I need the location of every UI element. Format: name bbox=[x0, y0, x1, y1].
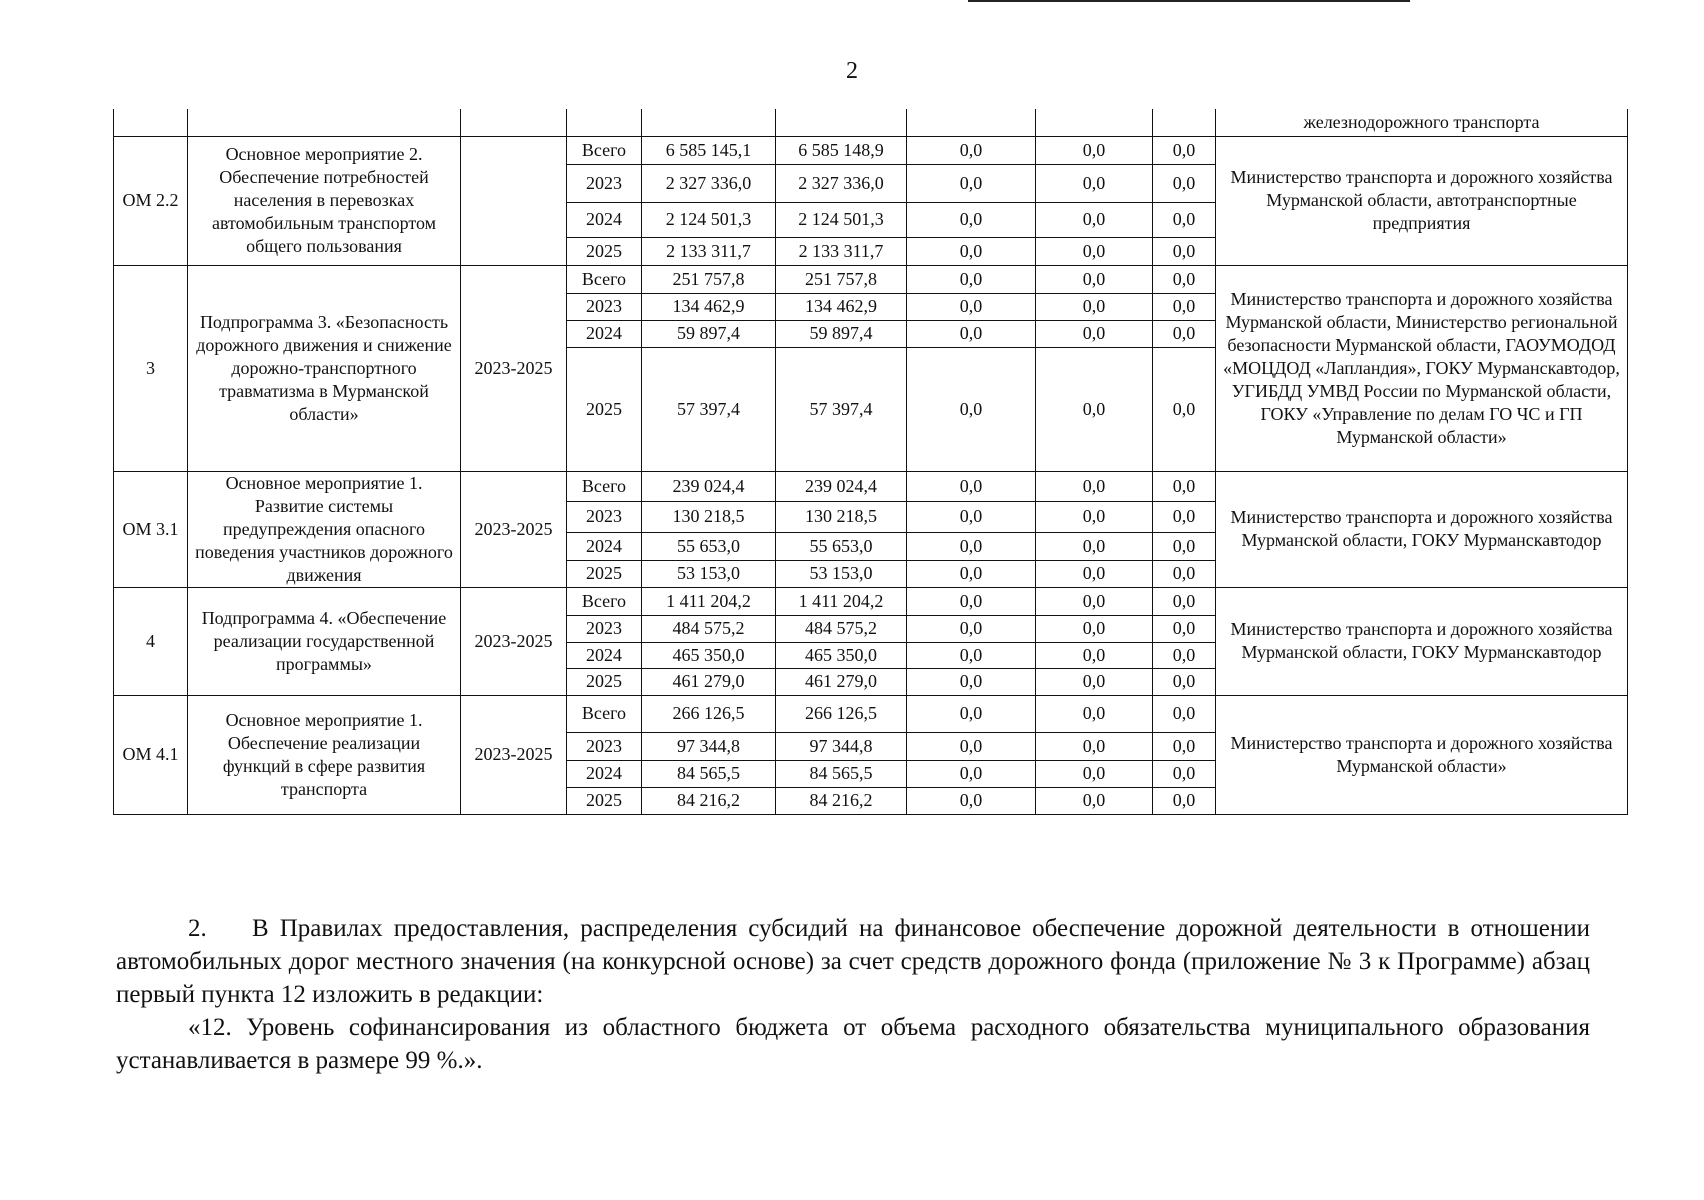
regional-budget-cell: 1 411 204,2 bbox=[776, 587, 907, 615]
page-number: 2 bbox=[846, 58, 858, 84]
year-cell: 2025 bbox=[567, 668, 642, 695]
regional-budget-cell: 134 462,9 bbox=[776, 293, 907, 320]
local-budget-cell: 0,0 bbox=[1036, 587, 1153, 615]
table-row bbox=[114, 587, 1628, 615]
section-period-cell: 2023-2025 bbox=[461, 695, 567, 814]
federal-budget-cell: 0,0 bbox=[907, 561, 1036, 587]
section-title-cell: Основное мероприятие 1. Обеспечение реализации функций в сфере развития транспорта bbox=[188, 695, 461, 814]
local-budget-cell: 0,0 bbox=[1036, 787, 1153, 814]
federal-budget-cell: 0,0 bbox=[907, 501, 1036, 532]
other-sources-cell: 0,0 bbox=[1153, 695, 1216, 732]
other-sources-cell: 0,0 bbox=[1153, 237, 1216, 265]
section-title-cell: Основное мероприятие 2. Обеспечение потребностей населения в перевозках автомобильным транспортом общего пользования bbox=[188, 136, 461, 265]
section-code-cell: ОМ 3.1 bbox=[114, 471, 188, 587]
other-sources-cell: 0,0 bbox=[1153, 615, 1216, 642]
regional-budget-cell: 6 585 148,9 bbox=[776, 136, 907, 164]
regional-budget-cell: 239 024,4 bbox=[776, 471, 907, 501]
federal-budget-cell: 0,0 bbox=[907, 265, 1036, 293]
other-sources-cell: 0,0 bbox=[1153, 668, 1216, 695]
executors-cell: Министерство транспорта и дорожного хозяйства Мурманской области, автотранспортные предприятия bbox=[1216, 136, 1628, 265]
regional-budget-cell: 2 124 501,3 bbox=[776, 202, 907, 237]
regional-budget-cell: 55 653,0 bbox=[776, 533, 907, 561]
other-sources-cell: 0,0 bbox=[1153, 347, 1216, 471]
section-code-cell: 3 bbox=[114, 265, 188, 471]
local-budget-cell: 0,0 bbox=[1036, 202, 1153, 237]
amendment-paragraph-2: «12. Уровень софинансирования из областного бюджета от объема расходного обязательства муниципального образования устанавливается в размере 99 %.». bbox=[116, 1014, 1590, 1074]
table-row bbox=[114, 471, 1628, 501]
regional-budget-cell: 57 397,4 bbox=[776, 347, 907, 471]
section-period-cell: 2023-2025 bbox=[461, 265, 567, 471]
regional-budget-cell: 84 216,2 bbox=[776, 787, 907, 814]
federal-budget-cell: 0,0 bbox=[907, 642, 1036, 668]
other-sources-cell: 0,0 bbox=[1153, 293, 1216, 320]
federal-budget-cell: 0,0 bbox=[907, 533, 1036, 561]
other-sources-cell: 0,0 bbox=[1153, 320, 1216, 347]
year-cell: 2024 bbox=[567, 533, 642, 561]
local-budget-cell: 0,0 bbox=[1036, 320, 1153, 347]
executors-cell: Министерство транспорта и дорожного хозяйства Мурманской области, ГОКУ Мурманскавтодор bbox=[1216, 587, 1628, 695]
federal-budget-cell: 0,0 bbox=[907, 732, 1036, 760]
local-budget-cell: 0,0 bbox=[1036, 265, 1153, 293]
section-code-cell: 4 bbox=[114, 587, 188, 695]
other-sources-cell: 0,0 bbox=[1153, 642, 1216, 668]
table-row bbox=[114, 695, 1628, 732]
total-cell: 266 126,5 bbox=[642, 695, 776, 732]
regional-budget-cell: 59 897,4 bbox=[776, 320, 907, 347]
local-budget-cell: 0,0 bbox=[1036, 136, 1153, 164]
year-cell: Всего bbox=[567, 265, 642, 293]
total-cell: 1 411 204,2 bbox=[642, 587, 776, 615]
year-cell: Всего bbox=[567, 471, 642, 501]
year-cell: 2025 bbox=[567, 561, 642, 587]
table-row bbox=[114, 265, 1628, 293]
federal-budget-cell: 0,0 bbox=[907, 136, 1036, 164]
regional-budget-cell: 2 327 336,0 bbox=[776, 164, 907, 202]
section-title-cell: Подпрограмма 4. «Обеспечение реализации государственной программы» bbox=[188, 587, 461, 695]
total-cell: 57 397,4 bbox=[642, 347, 776, 471]
local-budget-cell: 0,0 bbox=[1036, 471, 1153, 501]
regional-budget-cell: 465 350,0 bbox=[776, 642, 907, 668]
local-budget-cell: 0,0 bbox=[1036, 561, 1153, 587]
other-sources-cell: 0,0 bbox=[1153, 533, 1216, 561]
amendment-paragraph-1 bbox=[116, 912, 1590, 1011]
federal-budget-cell: 0,0 bbox=[907, 668, 1036, 695]
regional-budget-cell: 97 344,8 bbox=[776, 732, 907, 760]
executors-cell: Министерство транспорта и дорожного хозяйства Мурманской области, ГОКУ Мурманскавтодор bbox=[1216, 471, 1628, 587]
regional-budget-cell: 251 757,8 bbox=[776, 265, 907, 293]
section-title-cell: Подпрограмма 3. «Безопасность дорожного движения и снижение дорожно-транспортного травматизма в Мурманской области» bbox=[188, 265, 461, 471]
total-cell: 239 024,4 bbox=[642, 471, 776, 501]
federal-budget-cell: 0,0 bbox=[907, 237, 1036, 265]
local-budget-cell: 0,0 bbox=[1036, 237, 1153, 265]
regional-budget-cell: 84 565,5 bbox=[776, 760, 907, 787]
section-title-cell: Основное мероприятие 1. Развитие системы предупреждения опасного поведения участников дорожного движения bbox=[188, 471, 461, 587]
year-cell: 2023 bbox=[567, 615, 642, 642]
other-sources-cell: 0,0 bbox=[1153, 787, 1216, 814]
regional-budget-cell: 461 279,0 bbox=[776, 668, 907, 695]
other-sources-cell: 0,0 bbox=[1153, 501, 1216, 532]
federal-budget-cell: 0,0 bbox=[907, 695, 1036, 732]
local-budget-cell: 0,0 bbox=[1036, 642, 1153, 668]
federal-budget-cell: 0,0 bbox=[907, 202, 1036, 237]
regional-budget-cell: 53 153,0 bbox=[776, 561, 907, 587]
federal-budget-cell: 0,0 bbox=[907, 164, 1036, 202]
executors-cell: железнодорожного транспорта bbox=[1216, 109, 1628, 136]
item-number: 2. bbox=[188, 915, 207, 942]
total-cell: 53 153,0 bbox=[642, 561, 776, 587]
top-rule bbox=[968, 0, 1410, 2]
local-budget-cell: 0,0 bbox=[1036, 164, 1153, 202]
federal-budget-cell: 0,0 bbox=[907, 320, 1036, 347]
other-sources-cell: 0,0 bbox=[1153, 265, 1216, 293]
local-budget-cell: 0,0 bbox=[1036, 347, 1153, 471]
year-cell: 2025 bbox=[567, 237, 642, 265]
funding-table bbox=[113, 109, 1628, 815]
continuation-row bbox=[114, 109, 1628, 136]
section-code-cell: ОМ 4.1 bbox=[114, 695, 188, 814]
total-cell: 84 216,2 bbox=[642, 787, 776, 814]
year-cell: Всего bbox=[567, 136, 642, 164]
executors-cell: Министерство транспорта и дорожного хозяйства Мурманской области, Министерство региональной безопасности Мурманской области, ГАОУМОДОД «МОЦДОД «Лапландия», ГОКУ Мурманскавтодор, УГИБДД УМВД России по Мурманской области, ГОКУ «Управление по делам ГО ЧС и ГП Мурманской области» bbox=[1216, 265, 1628, 471]
total-cell: 84 565,5 bbox=[642, 760, 776, 787]
other-sources-cell: 0,0 bbox=[1153, 471, 1216, 501]
federal-budget-cell: 0,0 bbox=[907, 760, 1036, 787]
local-budget-cell: 0,0 bbox=[1036, 615, 1153, 642]
year-cell: 2024 bbox=[567, 320, 642, 347]
year-cell: 2023 bbox=[567, 732, 642, 760]
federal-budget-cell: 0,0 bbox=[907, 787, 1036, 814]
local-budget-cell: 0,0 bbox=[1036, 695, 1153, 732]
total-cell: 130 218,5 bbox=[642, 501, 776, 532]
total-cell: 6 585 145,1 bbox=[642, 136, 776, 164]
federal-budget-cell: 0,0 bbox=[907, 615, 1036, 642]
total-cell: 2 133 311,7 bbox=[642, 237, 776, 265]
section-period-cell: 2023-2025 bbox=[461, 471, 567, 587]
federal-budget-cell: 0,0 bbox=[907, 587, 1036, 615]
local-budget-cell: 0,0 bbox=[1036, 732, 1153, 760]
year-cell: Всего bbox=[567, 695, 642, 732]
year-cell: 2024 bbox=[567, 202, 642, 237]
total-cell: 59 897,4 bbox=[642, 320, 776, 347]
regional-budget-cell: 2 133 311,7 bbox=[776, 237, 907, 265]
paragraph-text: В Правилах предоставления, распределения субсидий на финансовое обеспечение дорожной деятельности в отношении автомобильных дорог местного значения (на конкурсной основе) за счет средств дорожного фонда (приложение № 3 к Программе) абзац первый пункта 12 изложить в редакции: bbox=[116, 915, 1590, 1008]
regional-budget-cell: 484 575,2 bbox=[776, 615, 907, 642]
other-sources-cell: 0,0 bbox=[1153, 561, 1216, 587]
other-sources-cell: 0,0 bbox=[1153, 202, 1216, 237]
year-cell: 2025 bbox=[567, 787, 642, 814]
other-sources-cell: 0,0 bbox=[1153, 164, 1216, 202]
year-cell: 2024 bbox=[567, 760, 642, 787]
section-period-cell bbox=[461, 136, 567, 265]
regional-budget-cell: 130 218,5 bbox=[776, 501, 907, 532]
other-sources-cell: 0,0 bbox=[1153, 587, 1216, 615]
total-cell: 461 279,0 bbox=[642, 668, 776, 695]
year-cell: 2025 bbox=[567, 347, 642, 471]
section-period-cell: 2023-2025 bbox=[461, 587, 567, 695]
local-budget-cell: 0,0 bbox=[1036, 533, 1153, 561]
local-budget-cell: 0,0 bbox=[1036, 501, 1153, 532]
local-budget-cell: 0,0 bbox=[1036, 760, 1153, 787]
total-cell: 134 462,9 bbox=[642, 293, 776, 320]
federal-budget-cell: 0,0 bbox=[907, 471, 1036, 501]
regional-budget-cell: 266 126,5 bbox=[776, 695, 907, 732]
total-cell: 2 327 336,0 bbox=[642, 164, 776, 202]
table-row bbox=[114, 136, 1628, 164]
federal-budget-cell: 0,0 bbox=[907, 293, 1036, 320]
total-cell: 2 124 501,3 bbox=[642, 202, 776, 237]
federal-budget-cell: 0,0 bbox=[907, 347, 1036, 471]
executors-cell: Министерство транспорта и дорожного хозяйства Мурманской области» bbox=[1216, 695, 1628, 814]
other-sources-cell: 0,0 bbox=[1153, 732, 1216, 760]
year-cell: 2023 bbox=[567, 293, 642, 320]
total-cell: 484 575,2 bbox=[642, 615, 776, 642]
total-cell: 97 344,8 bbox=[642, 732, 776, 760]
year-cell: 2023 bbox=[567, 501, 642, 532]
local-budget-cell: 0,0 bbox=[1036, 668, 1153, 695]
local-budget-cell: 0,0 bbox=[1036, 293, 1153, 320]
other-sources-cell: 0,0 bbox=[1153, 136, 1216, 164]
section-code-cell: ОМ 2.2 bbox=[114, 136, 188, 265]
year-cell: 2023 bbox=[567, 164, 642, 202]
year-cell: Всего bbox=[567, 587, 642, 615]
other-sources-cell: 0,0 bbox=[1153, 760, 1216, 787]
total-cell: 465 350,0 bbox=[642, 642, 776, 668]
total-cell: 251 757,8 bbox=[642, 265, 776, 293]
total-cell: 55 653,0 bbox=[642, 533, 776, 561]
year-cell: 2024 bbox=[567, 642, 642, 668]
